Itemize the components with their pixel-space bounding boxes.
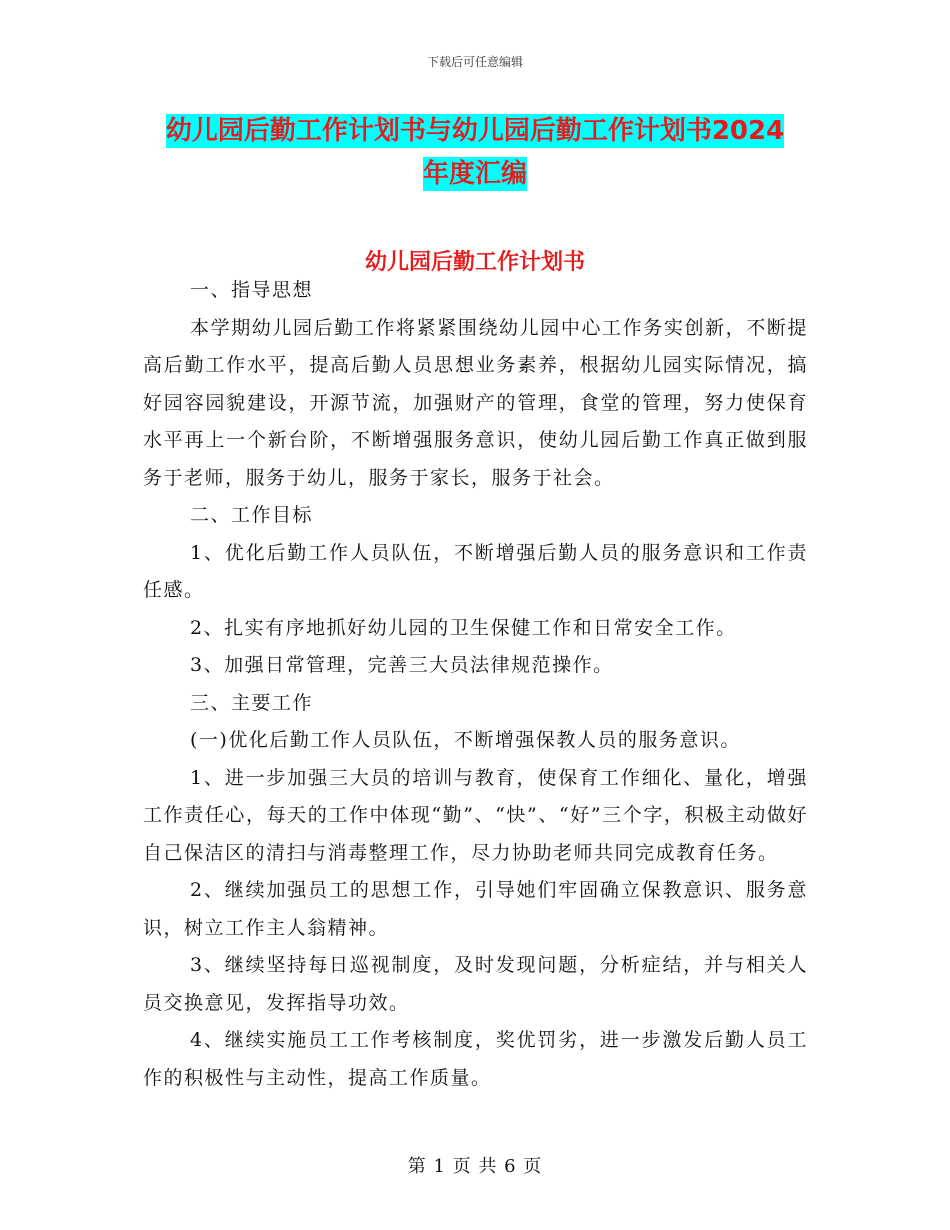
document-title-line-2: 年度汇编 (422, 159, 527, 189)
document-body (143, 272, 808, 1097)
work-item-3: 3、继续坚持每日巡视制度，及时发现问题，分析症结，并与相关人员交换意见，发挥指导功效。 (143, 954, 808, 1014)
heading-main-work: 三、主要工作 (190, 691, 314, 714)
subheading-optimize-team: (一)优化后勤工作人员队伍，不断增强保教人员的服务意识。 (190, 729, 741, 751)
work-item-2: 2、继续加强员工的思想工作，引导她们牢固确立保教意识、服务意识，树立工作主人翁精神。 (143, 879, 808, 939)
heading-guiding-ideology: 一、指导思想 (190, 279, 314, 301)
goal-item-1: 1、优化后勤工作人员队伍，不断增强后勤人员的服务意识和工作责任感。 (143, 541, 808, 601)
goal-item-2: 2、扎实有序地抓好幼儿园的卫生保健工作和日常安全工作。 (190, 616, 737, 639)
page-header-note: 下载后可任意编辑 (426, 55, 523, 69)
paragraph-guiding-ideology: 本学期幼儿园后勤工作将紧紧围绕幼儿园中心工作务实创新，不断提高后勤工作水平，提高后勤人员思想业务素养，根据幼儿园实际情况，搞好园容园貌建设，开源节流，加强财产的管理，食堂的管理，努力使保育水平再上一个新台阶，不断增强服务意识，使幼儿园后勤工作真正做到服务于老师，服务于幼儿，服务于家长，服务于社会。 (143, 316, 808, 489)
goal-item-3: 3、加强日常管理，完善三大员法律规范操作。 (190, 654, 614, 676)
page-number-footer: 第 1 页 共 6 页 (407, 1156, 543, 1177)
document-title-line-1: 幼儿园后勤工作计划书与幼儿园后勤工作计划书2024 (165, 116, 785, 146)
work-item-1: 1、进一步加强三大员的培训与教育，使保育工作细化、量化，增强工作责任心，每天的工作中体现“勤”、“快”、“好”三个字，积极主动做好自己保洁区的清扫与消毒整理工作，尽力协助老师共同完成教育任务。 (143, 766, 808, 864)
heading-work-goals: 二、工作目标 (190, 504, 314, 526)
document-title (140, 110, 810, 196)
section-title: 幼儿园后勤工作计划书 (364, 250, 585, 275)
work-item-4: 4、继续实施员工工作考核制度，奖优罚劣，进一步激发后勤人员工作的积极性与主动性，提高工作质量。 (143, 1029, 808, 1089)
